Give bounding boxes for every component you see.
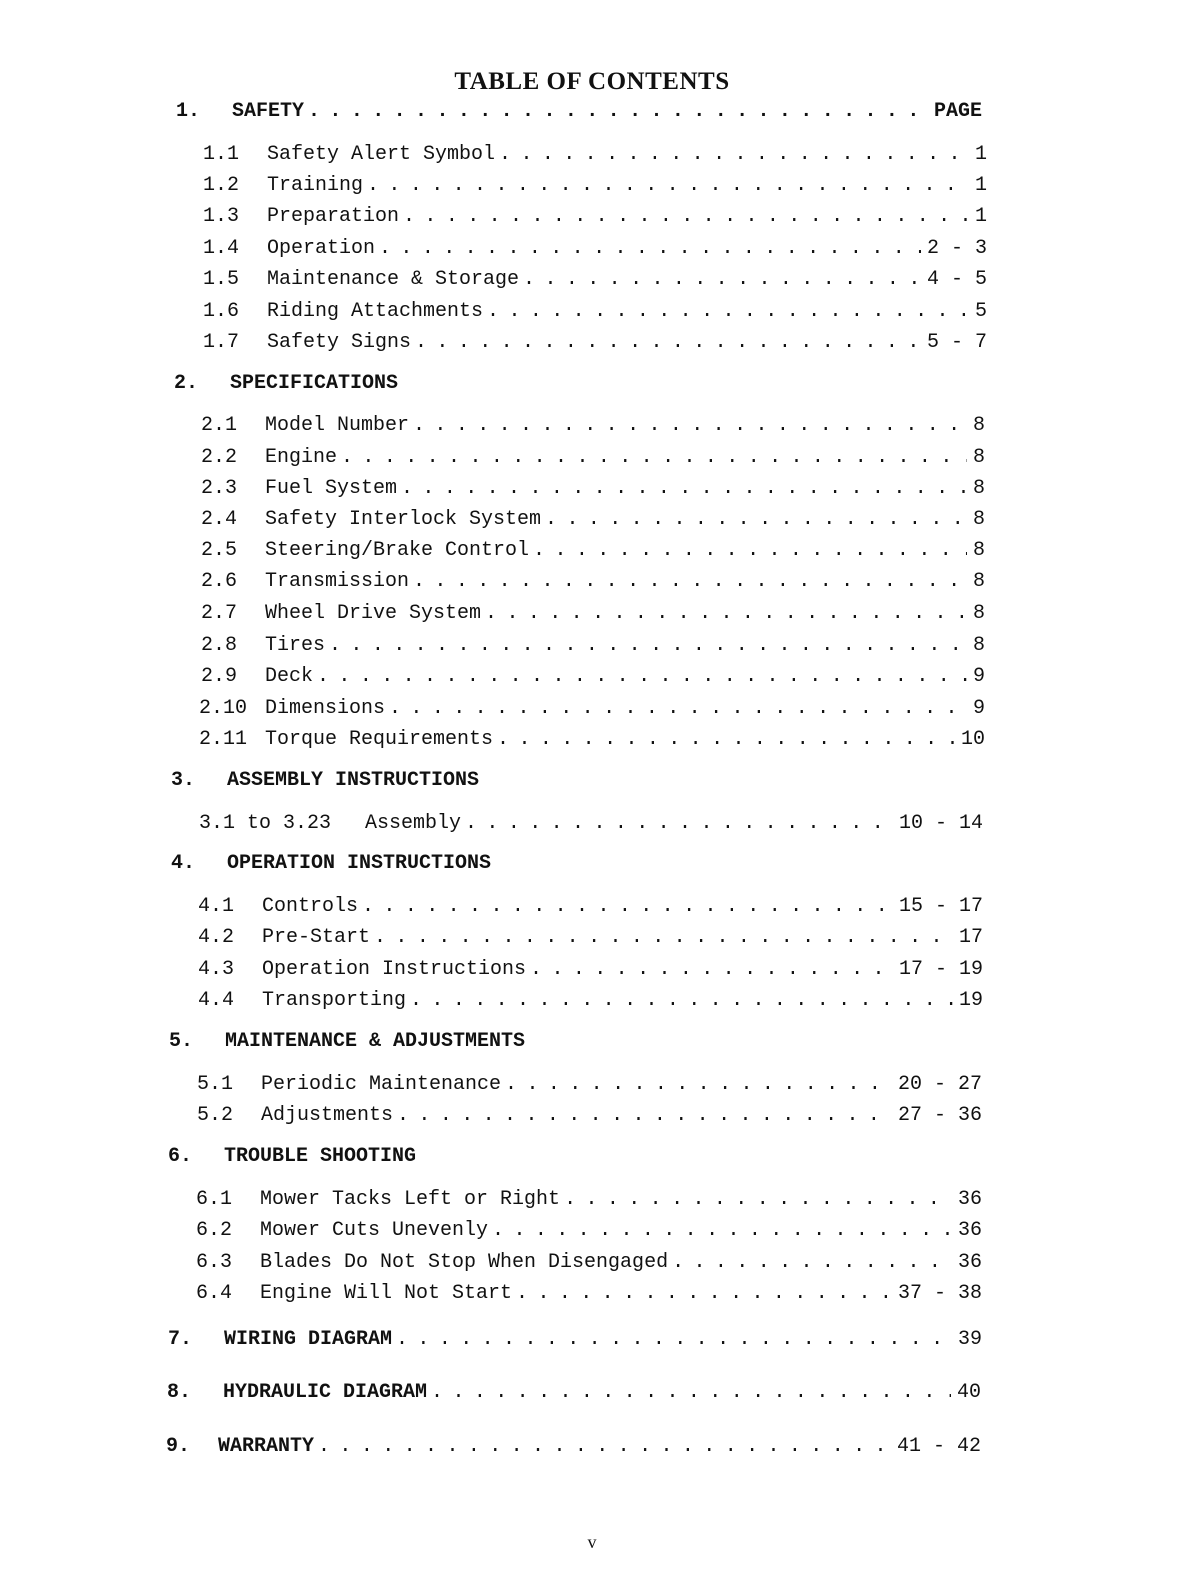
section-9-heading[interactable] [166, 1435, 981, 1458]
section-number: 1. [176, 100, 201, 123]
entry-page: 17 [958, 926, 983, 949]
toc-entry[interactable] [196, 1282, 982, 1305]
entry-label: Steering/Brake Control [265, 539, 530, 562]
entry-page: 20 - 27 [897, 1073, 982, 1096]
entry-label: Operation Instructions [262, 958, 527, 981]
entry-page: 36 [957, 1188, 982, 1211]
entry-label: Adjustments [261, 1104, 394, 1127]
entry-page: 8 [972, 602, 985, 625]
entry-page: 8 [972, 570, 985, 593]
entry-number: 4.2 [198, 926, 235, 949]
entry-label: Tires [265, 634, 326, 657]
toc-entry[interactable] [201, 665, 985, 688]
entry-label: Controls [262, 895, 359, 918]
entry-page: 40 [956, 1381, 981, 1404]
toc-entry[interactable] [203, 174, 987, 197]
entry-label: Engine [265, 446, 338, 469]
entry-number: 6.4 [196, 1282, 233, 1305]
toc-entry[interactable] [196, 1219, 982, 1242]
entry-number: 1.6 [203, 300, 240, 323]
entry-number: 1.4 [203, 237, 240, 260]
entry-number: 5.2 [197, 1104, 234, 1127]
entry-number: 1.7 [203, 331, 240, 354]
section-7-heading[interactable] [168, 1328, 982, 1351]
dot-leader [533, 539, 967, 562]
entry-number: 2.6 [201, 570, 238, 593]
section-title: SAFETY [232, 100, 305, 123]
toc-entry[interactable] [203, 143, 987, 166]
entry-page: 9 [972, 665, 985, 688]
section-title: WARRANTY [218, 1435, 315, 1458]
entry-number: 6.3 [196, 1251, 233, 1274]
entry-number: 2.8 [201, 634, 238, 657]
entry-page: 41 - 42 [896, 1435, 981, 1458]
entry-label: Training [267, 174, 364, 197]
entry-page: 37 - 38 [897, 1282, 982, 1305]
toc-entry[interactable] [201, 602, 985, 625]
toc-entry[interactable] [199, 812, 983, 835]
section-number: 3. [171, 769, 196, 792]
entry-label: Safety Alert Symbol [267, 143, 496, 166]
dot-leader [672, 1251, 952, 1274]
entry-label: Deck [265, 665, 314, 688]
entry-number: 6.2 [196, 1219, 233, 1242]
section-title: WIRING DIAGRAM [224, 1328, 393, 1351]
toc-entry[interactable] [196, 1251, 982, 1274]
toc-entry[interactable] [203, 331, 987, 354]
entry-page: 15 - 17 [898, 895, 983, 918]
entry-label: Operation [267, 237, 376, 260]
section-number: 4. [171, 852, 196, 875]
entry-page: 36 [957, 1219, 982, 1242]
section-title: ASSEMBLY INSTRUCTIONS [227, 769, 480, 792]
dot-leader [374, 926, 953, 949]
entry-label: Wheel Drive System [265, 602, 482, 625]
dot-leader [413, 570, 967, 593]
entry-number: 2.10 [199, 697, 248, 720]
toc-entry[interactable] [201, 634, 985, 657]
entry-number: 5.1 [197, 1073, 234, 1096]
entry-page: 8 [972, 446, 985, 469]
dot-leader [492, 1219, 952, 1242]
toc-entry[interactable] [203, 268, 987, 291]
section-title: SPECIFICATIONS [230, 372, 399, 395]
entry-label: Safety Interlock System [265, 508, 542, 531]
toc-entry[interactable] [198, 895, 983, 918]
entry-label: Model Number [265, 414, 410, 437]
toc-entry[interactable] [198, 926, 983, 949]
dot-leader [396, 1328, 952, 1351]
entry-page: 27 - 36 [897, 1104, 982, 1127]
dot-leader [318, 1435, 891, 1458]
toc-entry[interactable] [201, 414, 985, 437]
dot-leader [505, 1073, 892, 1096]
section-number: 9. [166, 1435, 191, 1458]
entry-label: Preparation [267, 205, 400, 228]
entry-number: 2.11 [199, 728, 248, 751]
entry-number: 3.1 to 3.23 [199, 812, 332, 835]
entry-number: 2.9 [201, 665, 238, 688]
section-title: OPERATION INSTRUCTIONS [227, 852, 492, 875]
entry-page: 10 [960, 728, 985, 751]
dot-leader [379, 237, 921, 260]
toc-entry[interactable] [199, 697, 985, 720]
dot-leader [487, 300, 969, 323]
dot-leader [401, 477, 967, 500]
section-5-heading[interactable] [169, 1030, 669, 1053]
entry-number: 2.5 [201, 539, 238, 562]
toc-entry[interactable] [197, 1104, 982, 1127]
entry-label: Fuel System [265, 477, 398, 500]
dot-leader [516, 1282, 892, 1305]
dot-leader [367, 174, 969, 197]
entry-label: Engine Will Not Start [260, 1282, 513, 1305]
section-6-heading[interactable] [168, 1145, 668, 1168]
entry-number: 4.4 [198, 989, 235, 1012]
entry-page: 19 [958, 989, 983, 1012]
dot-leader [497, 728, 955, 751]
entry-number: 4.1 [198, 895, 235, 918]
toc-entry[interactable] [201, 570, 985, 593]
dot-leader [362, 895, 893, 918]
entry-number: 2.3 [201, 477, 238, 500]
entry-number: 2.4 [201, 508, 238, 531]
dot-leader [465, 812, 893, 835]
entry-number: 2.2 [201, 446, 238, 469]
entry-label: Safety Signs [267, 331, 412, 354]
dot-leader [308, 100, 928, 123]
dot-leader [523, 268, 921, 291]
entry-label: Transporting [262, 989, 407, 1012]
entry-page: 5 - 7 [926, 331, 987, 354]
entry-label: Maintenance & Storage [267, 268, 520, 291]
section-title: HYDRAULIC DIAGRAM [223, 1381, 428, 1404]
entry-label: Pre-Start [262, 926, 371, 949]
dot-leader [499, 143, 969, 166]
toc-entry[interactable] [201, 508, 985, 531]
entry-label: Assembly [365, 812, 462, 835]
entry-page: 17 - 19 [898, 958, 983, 981]
entry-number: 1.1 [203, 143, 240, 166]
entry-label: Dimensions [265, 697, 386, 720]
entry-label: Transmission [265, 570, 410, 593]
section-3-heading[interactable] [171, 769, 671, 792]
dot-leader [341, 446, 967, 469]
entry-page: 10 - 14 [898, 812, 983, 835]
entry-page: 5 [974, 300, 987, 323]
entry-page: 2 - 3 [926, 237, 987, 260]
dot-leader [413, 414, 967, 437]
page-number: v [587, 1532, 597, 1552]
toc-entry[interactable] [198, 958, 983, 981]
dot-leader [485, 602, 967, 625]
section-number: 7. [168, 1328, 193, 1351]
section-number: 2. [174, 372, 199, 395]
entry-label: Mower Cuts Unevenly [260, 1219, 489, 1242]
entry-page: 1 [974, 205, 987, 228]
toc-entry[interactable] [201, 539, 985, 562]
section-1-heading[interactable] [176, 100, 982, 123]
dot-leader [403, 205, 969, 228]
dot-leader [389, 697, 967, 720]
toc-entry[interactable] [198, 989, 983, 1012]
entry-page: 8 [972, 539, 985, 562]
page-column-header: PAGE [933, 100, 982, 123]
dot-leader [410, 989, 953, 1012]
entry-number: 1.3 [203, 205, 240, 228]
entry-page: 8 [972, 477, 985, 500]
section-title: TROUBLE SHOOTING [224, 1145, 417, 1168]
entry-page: 9 [972, 697, 985, 720]
entry-page: 8 [972, 634, 985, 657]
entry-label: Mower Tacks Left or Right [260, 1188, 561, 1211]
entry-number: 2.1 [201, 414, 238, 437]
section-8-heading[interactable] [167, 1381, 981, 1404]
entry-number: 1.2 [203, 174, 240, 197]
section-4-heading[interactable] [171, 852, 671, 875]
toc-entry[interactable] [199, 728, 985, 751]
section-2-heading[interactable] [174, 372, 674, 395]
dot-leader [329, 634, 967, 657]
section-number: 8. [167, 1381, 192, 1404]
entry-page: 36 [957, 1251, 982, 1274]
dot-leader [431, 1381, 951, 1404]
entry-label: Riding Attachments [267, 300, 484, 323]
toc-entry[interactable] [197, 1073, 982, 1096]
entry-number: 2.7 [201, 602, 238, 625]
dot-leader [545, 508, 967, 531]
dot-leader [415, 331, 921, 354]
entry-number: 4.3 [198, 958, 235, 981]
entry-page: 4 - 5 [926, 268, 987, 291]
entry-page: 1 [974, 143, 987, 166]
entry-page: 8 [972, 414, 985, 437]
toc-entry[interactable] [201, 477, 985, 500]
entry-page: 39 [957, 1328, 982, 1351]
entry-label: Periodic Maintenance [261, 1073, 502, 1096]
toc-entry[interactable] [196, 1188, 982, 1211]
toc-entry[interactable] [203, 237, 987, 260]
dot-leader [317, 665, 967, 688]
dot-leader [564, 1188, 952, 1211]
dot-leader [397, 1104, 892, 1127]
toc-entry[interactable] [203, 205, 987, 228]
section-title: MAINTENANCE & ADJUSTMENTS [225, 1030, 526, 1053]
section-number: 5. [169, 1030, 194, 1053]
page-title: TABLE OF CONTENTS [454, 68, 730, 95]
entry-number: 6.1 [196, 1188, 233, 1211]
entry-page: 8 [972, 508, 985, 531]
dot-leader [530, 958, 893, 981]
section-number: 6. [168, 1145, 193, 1168]
entry-label: Blades Do Not Stop When Disengaged [260, 1251, 669, 1274]
toc-entry[interactable] [201, 446, 985, 469]
entry-number: 1.5 [203, 268, 240, 291]
toc-entry[interactable] [203, 300, 987, 323]
entry-label: Torque Requirements [265, 728, 494, 751]
entry-page: 1 [974, 174, 987, 197]
